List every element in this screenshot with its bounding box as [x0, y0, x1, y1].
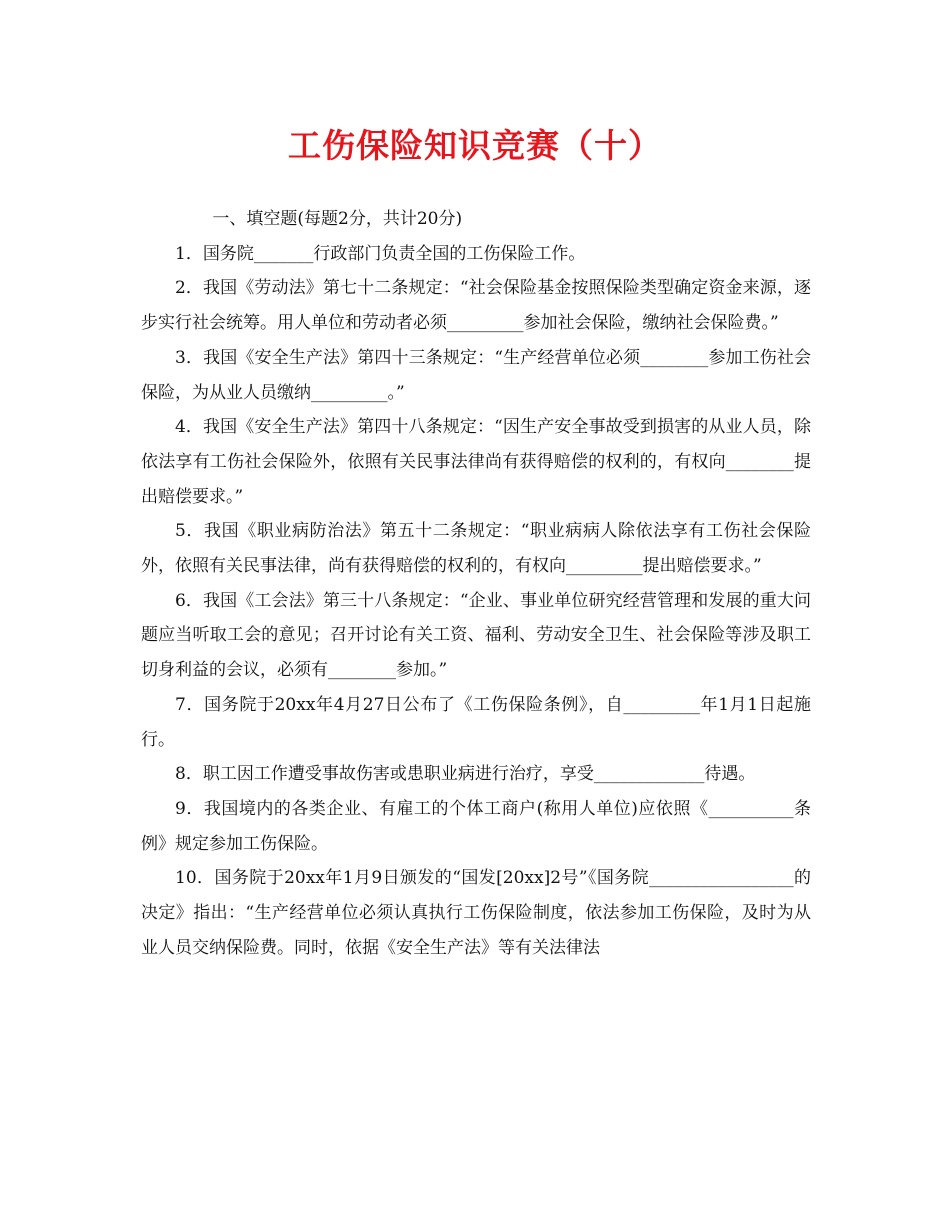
question-5: 5．我国《职业病防治法》第五十二条规定：“职业病病人除依法享有工伤社会保险外，依照有关民事法律，尚有获得赔偿的权利的，有权向_________提出赔偿要求。” [141, 521, 811, 577]
document-body [141, 202, 811, 965]
question-7: 7．国务院于20xx年4月27日公布了《工伤保险条例》，自_________年1月1日起施行。 [141, 694, 811, 750]
question-2: 2．我国《劳动法》第七十二条规定：“社会保险基金按照保险类型确定资金来源，逐步实行社会统筹。用人单位和劳动者必须_________参加社会保险，缴纳社会保险费。” [141, 278, 811, 334]
question-10: 10．国务院于20xx年1月9日颁发的“国发[20xx]2号”《国务院_________________的决定》指出：“生产经营单位必须认真执行工伤保险制度，依法参加工伤保险，及时为从业人员交纳保险费。同时，依据《安全生产法》等有关法律法 [141, 868, 811, 958]
question-8: 8．职工因工作遭受事故伤害或患职业病进行治疗，享受_____________待遇。 [175, 764, 756, 785]
section-heading: 一、填空题(每题2分，共计20分) [212, 209, 463, 229]
question-9: 9．我国境内的各类企业、有雇工的个体工商户(称用人单位)应依照《__________条例》规定参加工伤保险。 [141, 798, 811, 854]
question-6: 6．我国《工会法》第三十八条规定：“企业、事业单位研究经营管理和发展的重大问题应当听取工会的意见；召开讨论有关工资、福利、劳动安全卫生、社会保险等涉及职工切身利益的会议，必须有________参加。” [141, 590, 811, 681]
question-4: 4．我国《安全生产法》第四十八条规定：“因生产安全事故受到损害的从业人员，除依法享有工伤社会保险外，依照有关民事法律尚有获得赔偿的权利的，有权向________提出赔偿要求。” [141, 417, 811, 507]
question-1: 1．国务院_______行政部门负责全国的工伤保险工作。 [175, 243, 586, 264]
document-title: 工伤保险知识竞赛（十） [288, 126, 662, 165]
question-3: 3．我国《安全生产法》第四十三条规定：“生产经营单位必须________参加工伤社会保险，为从业人员缴纳_________。” [141, 347, 811, 403]
